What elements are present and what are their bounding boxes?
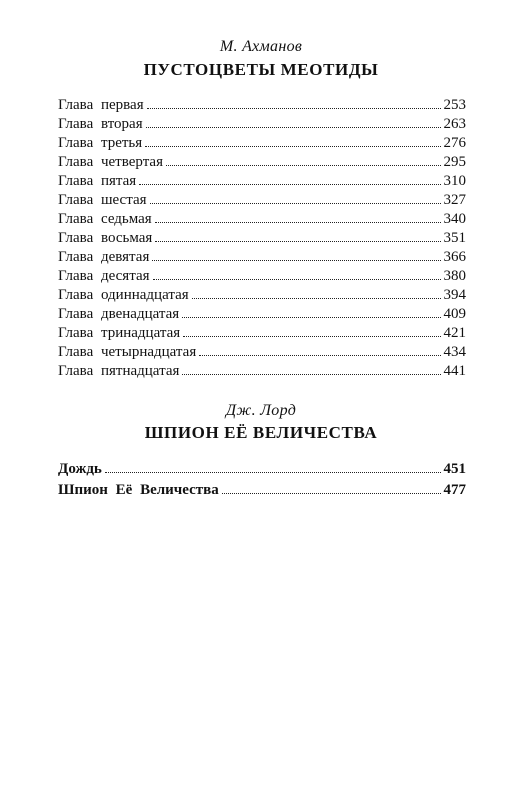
section-2-title: ШПИОН ЕЁ ВЕЛИЧЕСТВА (144, 423, 378, 442)
toc-entry (58, 248, 466, 267)
section-1-author: М. Ахманов (219, 38, 303, 55)
toc-entry-label: Шпион Её Величества (58, 482, 219, 498)
toc-entry-page: 434 (443, 344, 466, 360)
dot-leader (182, 374, 440, 375)
dot-leader (199, 355, 440, 356)
dot-leader (152, 260, 440, 261)
dot-leader (182, 317, 440, 318)
toc-entry (58, 134, 466, 153)
dot-leader (150, 203, 441, 204)
toc-entry-page: 380 (443, 268, 466, 284)
toc-entry-page: 276 (443, 135, 466, 151)
dot-leader (105, 472, 441, 473)
toc-entry (58, 172, 466, 191)
toc-entry-page: 421 (443, 325, 466, 341)
toc-entry-label: Глава шестая (58, 192, 147, 208)
toc-entry-page: 253 (443, 97, 466, 113)
toc-entry (58, 286, 466, 305)
toc-entry-label: Глава десятая (58, 268, 150, 284)
toc-entry (58, 305, 466, 324)
dot-leader (166, 165, 441, 166)
toc-entry-page: 295 (443, 154, 466, 170)
dot-leader (146, 127, 441, 128)
toc-entry-page: 477 (443, 482, 466, 498)
toc-entry-label: Дождь (58, 461, 102, 477)
dot-leader (153, 279, 441, 280)
toc-entry-label: Глава первая (58, 97, 144, 113)
toc-entry-page: 394 (443, 287, 466, 303)
toc-entry-page: 310 (443, 173, 466, 189)
toc-entry-label: Глава двенадцатая (58, 306, 180, 322)
toc-entry-label: Глава восьмая (58, 230, 153, 246)
toc-entry-label: Глава четвертая (58, 154, 163, 170)
dot-leader (155, 222, 441, 223)
toc-entry (58, 324, 466, 343)
section-1-title: ПУСТОЦВЕТЫ МЕОТИДЫ (143, 60, 379, 79)
toc-entry (58, 153, 466, 172)
toc-entry-label: Глава седьмая (58, 211, 152, 227)
dot-leader (155, 241, 440, 242)
toc-entry (58, 267, 466, 286)
toc-entry-page: 409 (443, 306, 466, 322)
toc-entry (58, 362, 466, 381)
toc-entry-label: Глава одиннадцатая (58, 287, 189, 303)
toc-entry (58, 191, 466, 210)
toc-entry-page: 451 (443, 461, 466, 477)
toc-entry (58, 459, 466, 480)
dot-leader (145, 146, 440, 147)
toc-entry-label: Глава тринадцатая (58, 325, 181, 341)
dot-leader (222, 493, 441, 494)
toc-entry-page: 441 (443, 363, 466, 379)
dot-leader (139, 184, 440, 185)
section-2-toc (58, 459, 466, 501)
toc-entry-label: Глава вторая (58, 116, 143, 132)
toc-entry-page: 327 (443, 192, 466, 208)
toc-entry (58, 343, 466, 362)
toc-entry-page: 263 (443, 116, 466, 132)
toc-entry-page: 351 (443, 230, 466, 246)
toc-entry-label: Глава четырнадцатая (58, 344, 197, 360)
toc-entry-label: Глава пятая (58, 173, 137, 189)
toc-entry (58, 229, 466, 248)
dot-leader (183, 336, 440, 337)
toc-entry (58, 96, 466, 115)
toc-entry-page: 340 (443, 211, 466, 227)
toc-entry (58, 210, 466, 229)
section-1-toc (58, 96, 466, 381)
toc-entry-page: 366 (443, 249, 466, 265)
toc-entry-label: Глава пятнадцатая (58, 363, 180, 379)
section-2-author: Дж. Лорд (225, 402, 297, 419)
dot-leader (192, 298, 441, 299)
toc-entry-label: Глава третья (58, 135, 143, 151)
toc-entry (58, 115, 466, 134)
dot-leader (147, 108, 441, 109)
toc-entry (58, 480, 466, 501)
toc-entry-label: Глава девятая (58, 249, 150, 265)
